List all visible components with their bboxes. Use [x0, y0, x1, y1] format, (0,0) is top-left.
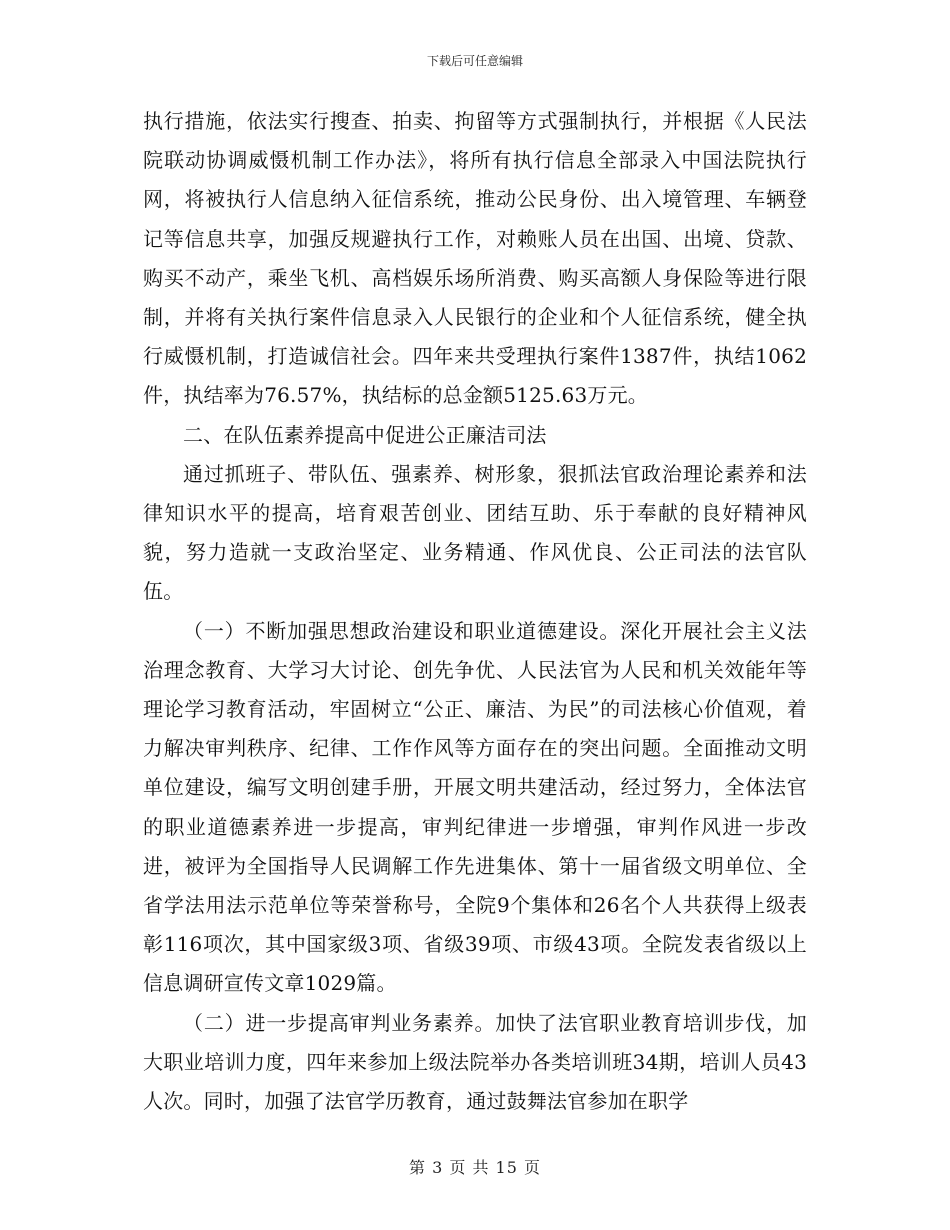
paragraph-execution-measures: 执行措施，依法实行搜查、拍卖、拘留等方式强制执行，并根据《人民法院联动协调威慑机制工作办法》，将所有执行信息全部录入中国法院执行网，将被执行人信息纳入征信系统，推动公民身份、出入境管理、车辆登记等信息共享，加强反规避执行工作，对赖账人员在出国、出境、贷款、购买不动产，乘坐飞机、高档娱乐场所消费、购买高额人身保险等进行限制，并将有关执行案件信息录入人民银行的企业和个人征信系统，健全执行威慑机制，打造诚信社会。四年来共受理执行案件1387件，执结1062件，执结率为76.57%，执结标的总金额5125.63万元。 — [143, 109, 807, 408]
page-number-footer: 第 3 页 共 15 页 — [409, 1158, 541, 1177]
paragraph-professional-training: （二）进一步提高审判业务素养。加快了法官职业教育培训步伐，加大职业培训力度，四年来参加上级法院举办各类培训班34期，培训人员43人次。同时，加强了法官学历教育，通过鼓舞法官参加在职学 — [143, 1010, 807, 1114]
document-body — [143, 102, 807, 1121]
paragraph-team-building: 通过抓班子、带队伍、强素养、树形象，狠抓法官政治理论素养和法律知识水平的提高，培育艰苦创业、团结互助、乐于奉献的良好精神风貌，努力造就一支政治坚定、业务精通、作风优良、公正司法的法官队伍。 — [143, 461, 807, 604]
paragraph-political-ethics: （一）不断加强思想政治建设和职业道德建设。深化开展社会主义法治理念教育、大学习大讨论、创先争优、人民法官为人民和机关效能年等理论学习教育活动，牢固树立“公正、廉洁、为民”的司法核心价值观，着力解决审判秩序、纪律、工作作风等方面存在的突出问题。全面推动文明单位建设，编写文明创建手册，开展文明共建活动，经过努力，全体法官的职业道德素养进一步提高，审判纪律进一步增强，审判作风进一步改进，被评为全国指导人民调解工作先进集体、第十一届省级文明单位、全省学法用法示范单位等荣誉称号，全院9个集体和26名个人共获得上级表彰116项次，其中国家级3项、省级39项、市级43项。全院发表省级以上信息调研宣传文章1029篇。 — [143, 618, 807, 996]
section-heading-team-quality: 二、在队伍素养提高中促进公正廉洁司法 — [183, 422, 547, 447]
page-header: 下载后可任意编辑 — [426, 54, 523, 68]
